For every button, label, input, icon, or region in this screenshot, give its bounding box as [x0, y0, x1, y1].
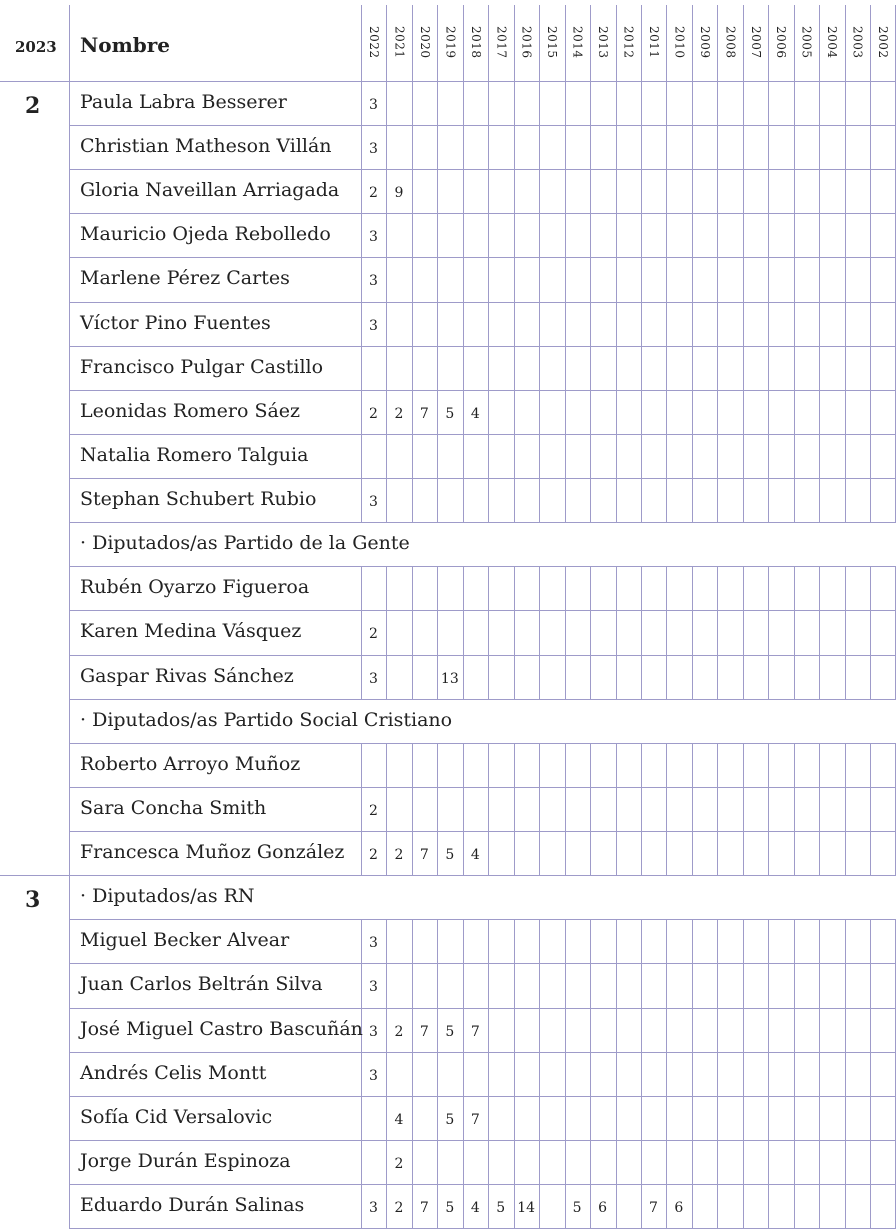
year-header-label: 2017 [494, 26, 509, 59]
legislator-name: Christian Matheson Villán [80, 135, 332, 158]
year-column-divider [794, 566, 795, 698]
year-header [412, 8, 437, 78]
legislator-name: Gloria Naveillan Arriagada [80, 179, 340, 202]
year-header [768, 8, 793, 78]
row-divider [69, 346, 896, 347]
year-value: 3 [369, 317, 378, 334]
year-value: 7 [419, 1023, 429, 1040]
year-column-divider [539, 919, 540, 1228]
year-value: 3 [369, 1023, 378, 1040]
legislator-name: Gaspar Rivas Sánchez [80, 664, 294, 687]
year-header-label: 2012 [621, 26, 636, 59]
year-header-label: 2009 [697, 26, 712, 59]
year-column-divider [514, 5, 515, 522]
year-column-divider [717, 566, 718, 698]
year-column-divider [692, 919, 693, 1228]
year-column-divider [692, 743, 693, 875]
year-column-divider [666, 566, 667, 698]
name-column-header: Nombre [80, 33, 171, 57]
year-value: 3 [369, 97, 378, 113]
year-value: 5 [445, 1200, 455, 1216]
year-column-divider [565, 919, 566, 1228]
legislator-name: Andrés Celis Montt [80, 1061, 267, 1084]
year-header-label: 2008 [723, 26, 738, 59]
year-column-divider [616, 5, 617, 522]
row-divider [69, 963, 896, 964]
year-column-divider [768, 566, 769, 698]
row-divider [69, 743, 896, 744]
row-divider [69, 169, 896, 170]
year-column-divider [870, 566, 871, 698]
year-header-label: 2016 [519, 26, 534, 59]
year-value: 7 [648, 1200, 658, 1216]
year-header-label: 2020 [417, 26, 432, 59]
year-header-label: 2011 [646, 26, 661, 59]
year-column-divider [641, 5, 642, 522]
row-divider [69, 125, 896, 126]
legislator-name: Karen Medina Vásquez [80, 620, 302, 643]
year-column-divider [361, 5, 362, 522]
year-value: 13 [440, 670, 459, 687]
year-column-divider [743, 566, 744, 698]
year-column-divider [488, 919, 489, 1228]
year-header [845, 8, 870, 78]
year-header-label: 2004 [825, 26, 840, 59]
legislator-name: Juan Carlos Beltrán Silva [80, 973, 323, 996]
row-divider [69, 919, 896, 920]
year-header [743, 8, 768, 78]
year-column-divider [819, 566, 820, 698]
year-column-divider [616, 743, 617, 875]
year-column-divider [717, 743, 718, 875]
year-column-divider [870, 743, 871, 875]
year-column-divider [437, 919, 438, 1228]
year-value: 2 [369, 802, 378, 819]
year-header [437, 8, 462, 78]
legislator-name: Víctor Pino Fuentes [80, 311, 271, 334]
year-header [870, 8, 895, 78]
year-column-divider [666, 919, 667, 1228]
year-value: 5 [445, 405, 455, 422]
year-header-label: 2022 [367, 26, 381, 59]
year-column-divider [616, 919, 617, 1228]
year-column-divider [590, 743, 591, 875]
year-value: 7 [419, 405, 429, 422]
year-value: 3 [369, 1200, 378, 1216]
year-header-label: 2019 [443, 26, 458, 59]
row-divider [69, 478, 896, 479]
year-value: 6 [598, 1200, 607, 1216]
year-header [463, 8, 488, 78]
year-header [819, 8, 844, 78]
legislator-name: Sara Concha Smith [80, 796, 267, 819]
year-column-divider [463, 566, 464, 698]
year-header-label: 2003 [850, 26, 865, 59]
row-divider [69, 1008, 896, 1009]
year-column-divider [463, 919, 464, 1228]
legislator-name: Rubén Oyarzo Figueroa [80, 576, 310, 599]
legislator-name: Roberto Arroyo Muñoz [80, 752, 301, 775]
row-divider [69, 522, 896, 523]
year-column-divider [412, 5, 413, 522]
year-column-divider [514, 919, 515, 1228]
legislator-name: Mauricio Ojeda Rebolledo [80, 223, 331, 246]
row-divider [69, 302, 896, 303]
year-column-divider [666, 5, 667, 522]
group-divider [0, 875, 896, 876]
legislator-name: Stephan Schubert Rubio [80, 488, 317, 511]
row-divider [69, 787, 896, 788]
year-value: 2 [394, 405, 404, 422]
row-divider [69, 1184, 896, 1185]
year-value: 2 [394, 1200, 404, 1216]
year-column-divider [488, 743, 489, 875]
year-column-divider [819, 5, 820, 522]
row-divider [69, 831, 896, 832]
year-column-divider [870, 5, 871, 522]
year-header [488, 8, 513, 78]
year-column-divider [794, 5, 795, 522]
year-column-divider [845, 919, 846, 1228]
year-header [692, 8, 717, 78]
year-column-divider [590, 919, 591, 1228]
row-divider [69, 1052, 896, 1053]
year-value: 4 [394, 1111, 404, 1128]
year-header-label: 2006 [774, 26, 789, 59]
year-column-divider [386, 919, 387, 1228]
row-divider [69, 257, 896, 258]
year-header [717, 8, 742, 78]
row-divider [69, 610, 896, 611]
year-column-divider [768, 919, 769, 1228]
year-value: 2 [369, 847, 378, 864]
row-divider [69, 655, 896, 656]
year-header [616, 8, 641, 78]
year-column-divider [488, 566, 489, 698]
year-value: 2 [394, 1023, 404, 1040]
legislator-name: Eduardo Durán Salinas [80, 1194, 305, 1216]
year-column-divider [641, 919, 642, 1228]
year-column-divider [768, 743, 769, 875]
year-value: 4 [470, 405, 480, 422]
year-value: 3 [369, 979, 378, 996]
legislator-name: Francisco Pulgar Castillo [80, 355, 324, 378]
year-column-divider [819, 743, 820, 875]
year-column-divider [743, 919, 744, 1228]
year-column-divider [845, 743, 846, 875]
year-value: 3 [369, 273, 378, 290]
year-column-divider [386, 5, 387, 522]
year-value: 5 [445, 1111, 455, 1128]
year-header [590, 8, 615, 78]
year-column-divider [590, 566, 591, 698]
section-heading: · Diputados/as RN [80, 885, 255, 908]
year-value: 5 [445, 847, 455, 864]
year-column-divider [692, 566, 693, 698]
year-column-divider [565, 5, 566, 522]
year-column-divider [437, 5, 438, 522]
year-header-label: 2005 [799, 26, 814, 59]
year-value: 5 [572, 1200, 582, 1216]
year-column-divider [743, 743, 744, 875]
year-column-divider [845, 566, 846, 698]
year-header-label: 2013 [596, 26, 611, 59]
year-column-divider [819, 919, 820, 1228]
year-column-divider [488, 5, 489, 522]
section-heading: · Diputados/as Partido de la Gente [80, 532, 410, 555]
legislator-name: Francesca Muñoz González [80, 841, 345, 864]
year-value: 7 [470, 1111, 480, 1128]
year-column-divider [565, 566, 566, 698]
header-divider [0, 81, 896, 82]
year-value: 3 [369, 1067, 378, 1084]
year-header [666, 8, 691, 78]
group-number: 3 [25, 887, 41, 914]
row-divider [69, 1140, 896, 1141]
year-column-divider [717, 919, 718, 1228]
year-column-divider [514, 743, 515, 875]
year-column-divider [412, 919, 413, 1228]
legislator-name: Jorge Durán Espinoza [80, 1149, 291, 1172]
year-column-divider [794, 743, 795, 875]
year-column-divider [386, 566, 387, 698]
legislator-name: Natalia Romero Talguia [80, 443, 309, 466]
year-header-label: 2018 [468, 26, 483, 59]
row-divider [69, 434, 896, 435]
year-column-divider [539, 566, 540, 698]
year-column-divider [590, 5, 591, 522]
year-column-divider [794, 919, 795, 1228]
legislator-name: Paula Labra Besserer [80, 91, 287, 113]
row-divider [69, 390, 896, 391]
year-column-divider [870, 919, 871, 1228]
year-value: 4 [470, 1200, 480, 1216]
year-column-divider [616, 566, 617, 698]
year-header-label: 2021 [392, 26, 407, 59]
year-value: 2 [394, 1155, 404, 1172]
year-value: 3 [369, 935, 378, 952]
year-column-divider [717, 5, 718, 522]
year-value: 9 [394, 185, 404, 202]
year-column-divider [692, 5, 693, 522]
section-heading: · Diputados/as Partido Social Cristiano [80, 708, 453, 731]
year-value: 14 [517, 1200, 536, 1216]
year-column-divider [641, 743, 642, 875]
year-header [794, 8, 819, 78]
year-value: 3 [369, 494, 378, 511]
year-value: 2 [394, 847, 404, 864]
year-value: 3 [369, 141, 378, 158]
legislator-name: Sofía Cid Versalovic [80, 1105, 273, 1128]
row-divider [69, 699, 896, 700]
year-value: 6 [674, 1200, 684, 1216]
year-value: 3 [369, 229, 378, 246]
year-value: 7 [470, 1023, 480, 1040]
row-divider [69, 566, 896, 567]
row-divider [69, 1096, 896, 1097]
year-value: 3 [369, 670, 378, 687]
year-value: 5 [496, 1200, 506, 1216]
year-value: 5 [445, 1023, 455, 1040]
year-column-divider [412, 566, 413, 698]
year-column-divider [743, 5, 744, 522]
year-header [539, 8, 564, 78]
year-column-header: 2023 [15, 38, 57, 56]
year-column-divider [539, 5, 540, 522]
year-header-label: 2002 [876, 26, 890, 59]
legislator-name: Marlene Pérez Cartes [80, 267, 290, 290]
year-column-divider [565, 743, 566, 875]
year-value: 7 [419, 1200, 429, 1216]
row-divider [69, 213, 896, 214]
year-header [514, 8, 539, 78]
year-column-divider [463, 5, 464, 522]
year-value: 2 [369, 185, 378, 202]
year-header-label: 2014 [570, 26, 585, 59]
year-value: 2 [369, 626, 378, 643]
year-value: 7 [419, 847, 429, 864]
year-value: 4 [470, 847, 480, 864]
column-divider [69, 5, 70, 1228]
year-column-divider [845, 5, 846, 522]
year-header [361, 8, 386, 78]
group-number: 2 [25, 93, 41, 119]
year-column-divider [514, 566, 515, 698]
year-header-label: 2010 [672, 26, 687, 59]
year-column-divider [641, 566, 642, 698]
year-header [565, 8, 590, 78]
year-header-label: 2007 [748, 26, 763, 59]
year-header [386, 8, 411, 78]
year-column-divider [666, 743, 667, 875]
year-value: 2 [369, 405, 378, 422]
legislator-name: Leonidas Romero Sáez [80, 399, 301, 422]
legislator-name: Miguel Becker Alvear [80, 929, 290, 952]
year-column-divider [539, 743, 540, 875]
year-header [641, 8, 666, 78]
year-header-label: 2015 [545, 26, 560, 59]
legislator-name: José Miguel Castro Bascuñán [80, 1017, 363, 1040]
year-column-divider [768, 5, 769, 522]
